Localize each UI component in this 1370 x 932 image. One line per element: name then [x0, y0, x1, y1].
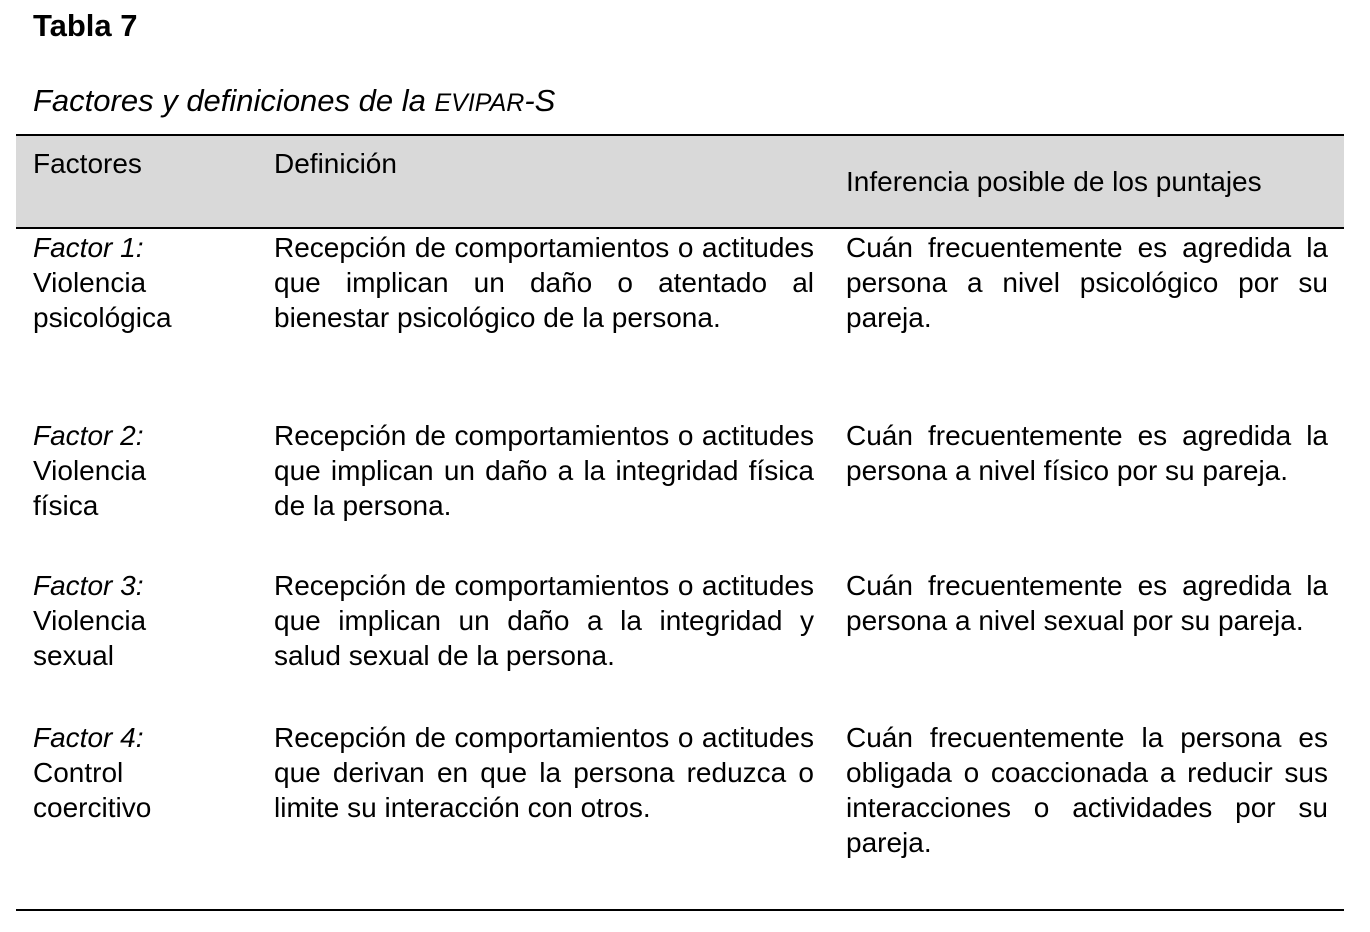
row-inference: Cuán frecuentemente la persona es obligada o coaccionada a reducir sus interacciones o actividades por su pareja.	[846, 722, 1328, 858]
row-definition: Recepción de comportamientos o actitudes que implican un daño a la integridad física de la persona.	[274, 420, 814, 521]
row-definition: Recepción de comportamientos o actitudes que derivan en que la persona reduzca o limite su interacción con otros.	[274, 722, 814, 823]
table-header-rule	[16, 227, 1344, 229]
row-inference: Cuán frecuentemente es agredida la persona a nivel psicológico por su pareja.	[846, 232, 1328, 333]
factor-name: Control coercitivo	[33, 757, 152, 823]
table-number: Tabla 7	[33, 8, 138, 43]
factor-label: Factor 1:	[33, 232, 144, 263]
factor-name: Violencia psicológica	[33, 267, 172, 333]
row-factor-cell	[33, 568, 258, 673]
row-inference: Cuán frecuentemente es agredida la persona a nivel sexual por su pareja.	[846, 570, 1328, 636]
factor-name: Violencia física	[33, 455, 147, 521]
factor-label: Factor 2:	[33, 420, 144, 451]
header-inference: Inferencia posible de los puntajes	[846, 166, 1262, 197]
caption-main: Factores y definiciones de la	[33, 83, 435, 118]
row-definition: Recepción de comportamientos o actitudes que implican un daño a la integridad y salud sexual de la persona.	[274, 570, 814, 671]
caption-acronym: EVIPAR	[434, 89, 525, 117]
header-factors: Factores	[33, 148, 142, 179]
row-factor-cell	[33, 418, 258, 523]
row-definition: Recepción de comportamientos o actitudes que implican un daño o atentado al bienestar psicológico de la persona.	[274, 232, 814, 333]
factor-label: Factor 4:	[33, 722, 144, 753]
row-inference: Cuán frecuentemente es agredida la persona a nivel físico por su pareja.	[846, 420, 1328, 486]
table-bottom-rule	[16, 909, 1344, 911]
table-caption	[33, 81, 555, 123]
caption-suffix: -S	[524, 83, 556, 118]
row-factor-cell	[33, 720, 258, 825]
row-factor-cell	[33, 230, 258, 335]
factor-label: Factor 3:	[33, 570, 144, 601]
header-definition: Definición	[274, 148, 397, 179]
factor-name: Violencia sexual	[33, 605, 147, 671]
